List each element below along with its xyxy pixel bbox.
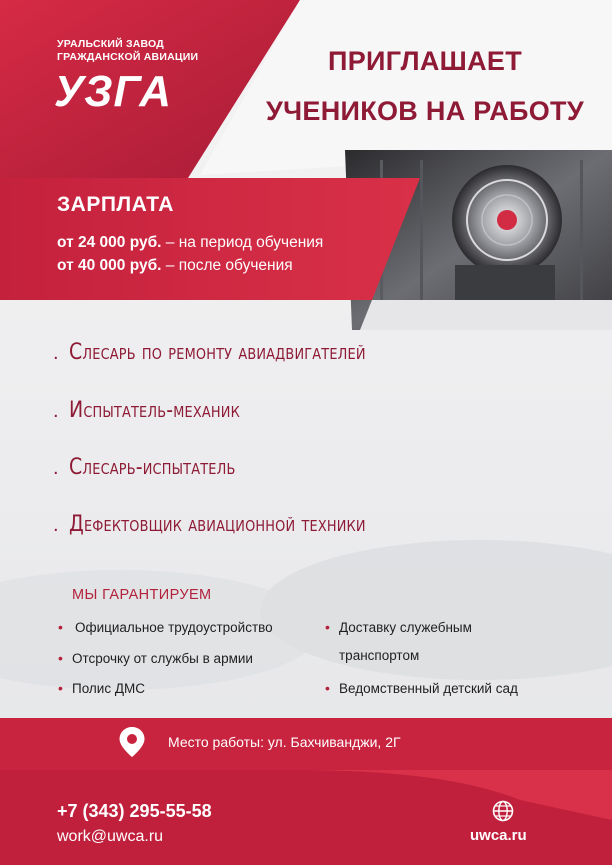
contact-email[interactable]: work@uwca.ru	[57, 828, 164, 845]
salary-line-training	[57, 232, 323, 254]
brand-name-line2: ГРАЖДАНСКОЙ АВИАЦИИ	[57, 51, 199, 63]
website-link[interactable]: uwca.ru	[470, 827, 527, 844]
guarantee-text: транспортом	[339, 648, 420, 663]
brand-name-line1: УРАЛЬСКИЙ ЗАВОД	[57, 38, 164, 50]
guarantee-item	[58, 619, 273, 635]
salary-amount: от 40 000 руб.	[57, 257, 162, 274]
salary-line-after	[57, 255, 293, 277]
headline-line2: УЧЕНИКОВ НА РАБОТУ	[266, 96, 584, 126]
guarantee-text: Отсрочку от службы в армии	[72, 651, 253, 666]
guarantee-text: Полис ДМС	[72, 681, 145, 696]
bullet-icon: .	[53, 400, 59, 422]
bullet-icon: •	[325, 680, 330, 696]
job-title: Дефектовщик авиационной техники	[69, 512, 366, 537]
bullet-icon: .	[53, 514, 59, 536]
job-title: Испытатель-механик	[69, 398, 240, 423]
salary-note: – после обучения	[161, 257, 293, 274]
job-item	[53, 512, 414, 537]
guarantee-text: Ведомственный детский сад	[339, 681, 518, 696]
job-item	[53, 398, 268, 423]
work-location: Место работы: ул. Бахчиванджи, 2Г	[168, 734, 401, 750]
guarantees-heading: МЫ ГАРАНТИРУЕМ	[72, 587, 212, 603]
bullet-icon: •	[58, 680, 63, 696]
job-title: Слесарь-испытатель	[69, 455, 236, 480]
bullet-icon: .	[53, 342, 59, 364]
guarantee-text: Доставку служебным	[339, 620, 472, 635]
bullet-icon: •	[325, 619, 330, 635]
job-item	[53, 340, 414, 365]
guarantee-item	[58, 680, 145, 696]
job-title: Слесарь по ремонту авиадвигателей	[69, 340, 366, 365]
bullet-icon: •	[58, 619, 63, 635]
company-logo: УЗГА	[54, 67, 173, 116]
salary-title: ЗАРПЛАТА	[57, 193, 174, 216]
guarantee-text-continued	[339, 648, 419, 663]
location-pin-icon	[118, 726, 146, 758]
job-item	[53, 455, 263, 480]
contact-phone[interactable]: +7 (343) 295-55-58	[57, 801, 212, 821]
salary-note: – на период обучения	[161, 234, 324, 251]
guarantee-text: Официальное трудоустройство	[75, 620, 273, 635]
guarantee-item	[325, 680, 518, 696]
bullet-icon: •	[58, 650, 63, 666]
salary-amount: от 24 000 руб.	[57, 234, 162, 251]
bullet-icon: .	[53, 457, 59, 479]
guarantee-item	[325, 619, 472, 635]
guarantee-item	[58, 650, 253, 666]
headline-line1: ПРИГЛАШАЕТ	[327, 46, 523, 76]
globe-icon	[492, 800, 514, 822]
